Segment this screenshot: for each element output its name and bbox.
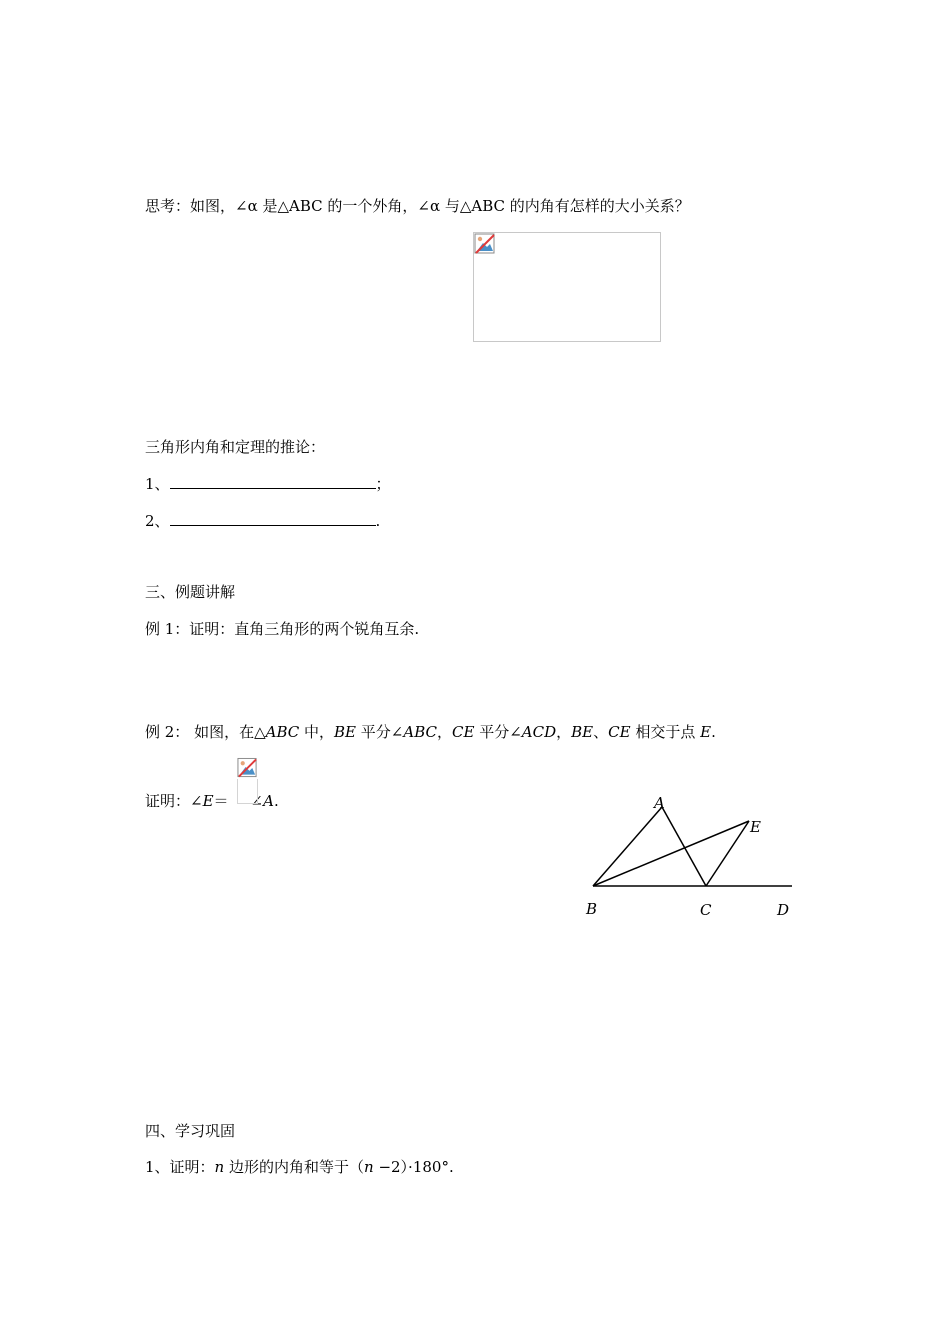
section-4-heading: 四、学习巩固 bbox=[145, 1122, 236, 1140]
example-2-text: . bbox=[711, 723, 716, 741]
proof-var: A bbox=[263, 792, 274, 810]
section-4-text: −2）·180°. bbox=[373, 1158, 454, 1176]
proof-var: E bbox=[202, 792, 214, 810]
section-4-var: n bbox=[364, 1158, 374, 1176]
example-2-var: CE bbox=[452, 723, 475, 741]
proof-text: ＝ bbox=[213, 792, 229, 810]
triangle-diagram bbox=[580, 790, 810, 925]
corollary-item-1-num: 1、 bbox=[145, 475, 170, 493]
point-label-c: C bbox=[700, 901, 712, 919]
fraction-image-placeholder bbox=[237, 757, 257, 805]
example-2-var: ABC bbox=[403, 723, 437, 741]
example-2-text: 例 2： 如图，在△ bbox=[145, 723, 266, 741]
broken-image-icon bbox=[474, 233, 496, 255]
example-2-text: 平分∠ bbox=[474, 723, 522, 741]
triangle-figure bbox=[580, 790, 810, 925]
example-2-var: CE bbox=[608, 723, 631, 741]
section-4-var: n bbox=[214, 1158, 225, 1176]
example-2-var: ABC bbox=[265, 723, 300, 741]
example-2-var: ACD bbox=[521, 723, 557, 741]
proof-text: 证明：∠ bbox=[145, 792, 203, 810]
corollary-item-1-end: ； bbox=[375, 475, 391, 493]
example-2-text: 相交于点 bbox=[630, 723, 701, 741]
example-2-var: E bbox=[700, 723, 712, 741]
corollary-item-2-num: 2、 bbox=[145, 512, 170, 530]
section-4-text: 1、证明： bbox=[145, 1158, 215, 1176]
example-2 bbox=[145, 722, 716, 742]
line-be bbox=[593, 821, 749, 886]
corollary-heading: 三角形内角和定理的推论： bbox=[145, 438, 326, 456]
proof-text: . bbox=[273, 792, 279, 810]
think-figure-placeholder bbox=[473, 232, 661, 342]
section-3-heading: 三、例题讲解 bbox=[145, 583, 236, 601]
example-2-text: ， bbox=[556, 723, 572, 741]
point-label-a: A bbox=[654, 794, 665, 812]
example-2-var: BE bbox=[571, 723, 594, 741]
answer-blank-2[interactable] bbox=[170, 511, 376, 526]
answer-blank-1[interactable] bbox=[170, 474, 376, 489]
point-label-d: D bbox=[777, 901, 790, 919]
example-2-text: 、 bbox=[593, 723, 609, 741]
section-4-item-1 bbox=[145, 1157, 454, 1177]
example-2-text: ， bbox=[436, 723, 452, 741]
line-ac bbox=[662, 807, 706, 886]
corollary-item-2 bbox=[145, 511, 380, 531]
point-label-b: B bbox=[586, 900, 598, 918]
think-question bbox=[145, 196, 690, 216]
proof-statement bbox=[145, 791, 279, 811]
proof-text: ∠ bbox=[250, 792, 264, 810]
broken-image-icon bbox=[237, 757, 258, 779]
example-2-var: BE bbox=[334, 723, 357, 741]
corollary-item-2-end: . bbox=[375, 512, 381, 530]
example-1: 例 1：证明：直角三角形的两个锐角互余. bbox=[145, 620, 420, 638]
think-text: 思考：如图，∠α 是△ABC 的一个外角，∠α 与△ABC 的内角有怎样的大小关系？ bbox=[145, 197, 690, 215]
fraction-frame bbox=[237, 779, 258, 804]
example-2-text: 平分∠ bbox=[356, 723, 404, 741]
point-label-e: E bbox=[750, 818, 761, 836]
corollary-item-1 bbox=[145, 474, 391, 494]
section-4-text: 边形的内角和等于（ bbox=[224, 1158, 364, 1176]
line-ba bbox=[593, 807, 662, 886]
example-2-text: 中， bbox=[299, 723, 335, 741]
